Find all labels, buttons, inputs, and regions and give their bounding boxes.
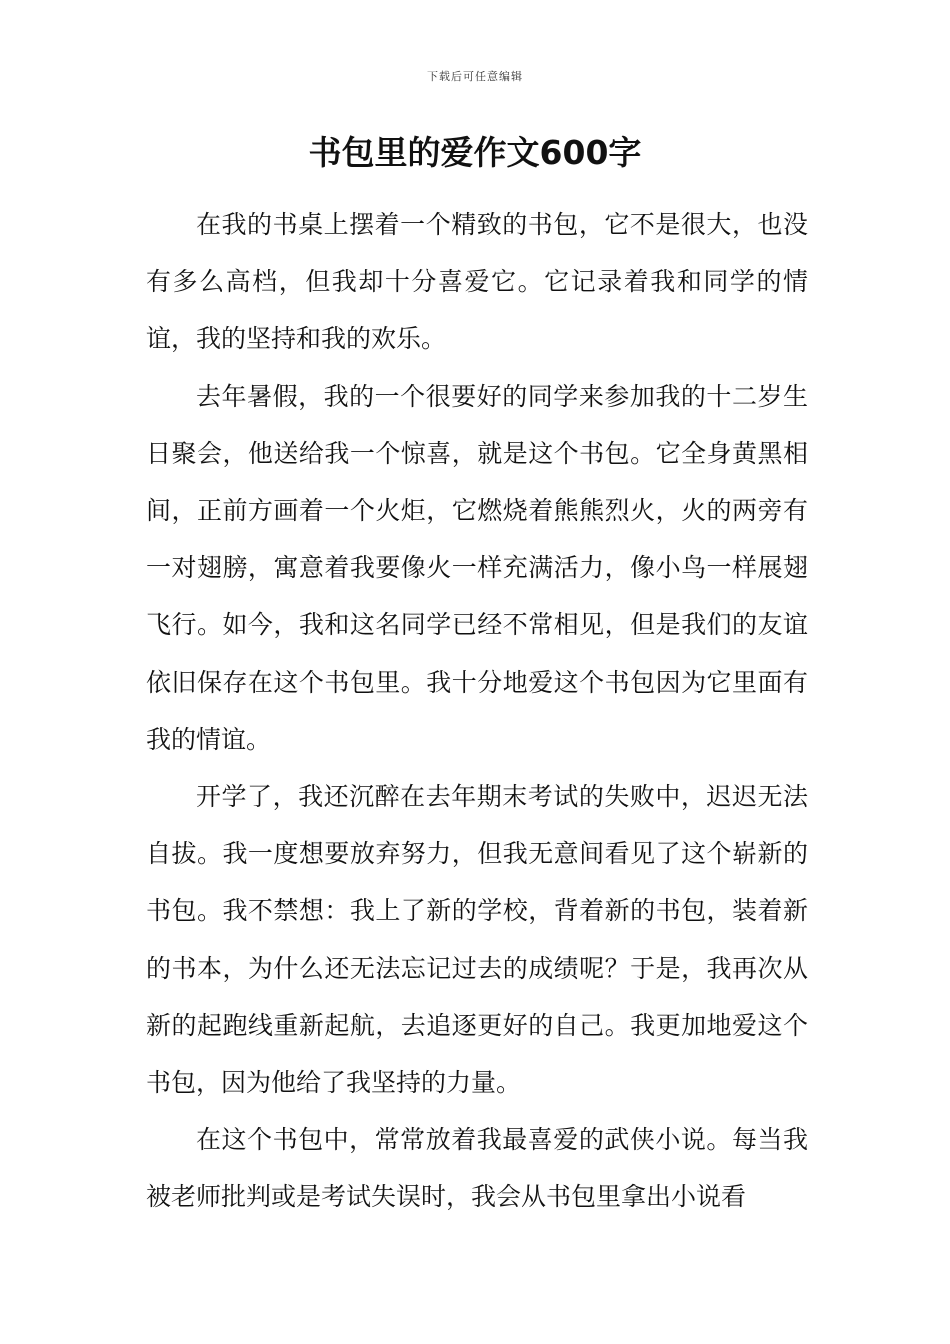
paragraph-1: 在我的书桌上摆着一个精致的书包，它不是很大，也没有多么高档，但我却十分喜爱它。它记录着我和同学的情谊，我的坚持和我的欢乐。 <box>146 210 808 354</box>
header-note: 下载后可任意编辑 <box>427 70 523 83</box>
page-title: 书包里的爱作文600字 <box>308 133 642 172</box>
paragraph-4: 在这个书包中，常常放着我最喜爱的武侠小说。每当我被老师批判或是考试失误时，我会从书包里拿出小说看 <box>146 1125 808 1212</box>
article-body <box>146 196 808 1226</box>
paragraph-2: 去年暑假，我的一个很要好的同学来参加我的十二岁生日聚会，他送给我一个惊喜，就是这个书包。它全身黄黑相间，正前方画着一个火炬，它燃烧着熊熊烈火，火的两旁有一对翅膀，寓意着我要像火一样充满活力，像小鸟一样展翅飞行。如今，我和这名同学已经不常相见，但是我们的友谊依旧保存在这个书包里。我十分地爱这个书包因为它里面有我的情谊。 <box>146 381 808 754</box>
paragraph-3: 开学了，我还沉醉在去年期末考试的失败中，迟迟无法自拔。我一度想要放弃努力，但我无意间看见了这个崭新的书包。我不禁想：我上了新的学校，背着新的书包，装着新的书本，为什么还无法忘记过去的成绩呢？于是，我再次从新的起跑线重新起航，去追逐更好的自己。我更加地爱这个书包，因为他给了我坚持的力量。 <box>146 782 808 1098</box>
